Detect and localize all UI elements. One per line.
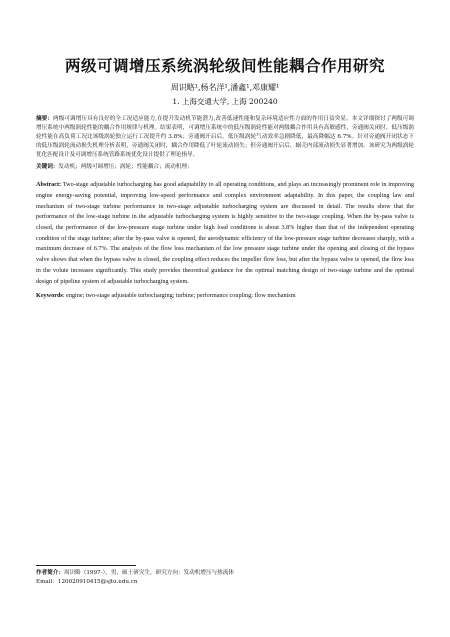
footnote-author-label: 作者简介： [36, 570, 64, 576]
chinese-keywords-text: 发动机；两级可调增压；涡轮；性能耦合；流动机理； [58, 164, 193, 171]
footnote-author-text: 周识略（1997-），男，硕士研究生，研究方向：发动机增压与热流体 [63, 570, 234, 576]
paper-title: 两级可调增压系统涡轮级间性能耦合作用研究 [64, 57, 385, 75]
english-keywords [36, 291, 414, 301]
chinese-abstract [36, 115, 414, 160]
footnote-author-line [36, 569, 414, 578]
english-keywords-text: : engine; two-stage adjustable turbocharging; turbine; performance coupling; flow mechanism [62, 292, 296, 300]
english-abstract-text: Two-stage adjustable turbocharging has good adaptability to all operating conditions, and plays an increasingly prominent role in improving engine energy-saving potential, improving low-speed performance and complex environment adaptability. In this paper, the coupling law and mechanism of two-stage turbine performance in two-stage adjustable turbocharging system are discussed in detail. The results show that the performance of the low-stage turbine in the adjustable turbocharging system is highly sensitive to the two-stage coupling. When the by-pass valve is closed, the performance of the low-pressure stage turbine under high load conditions is about 3.8% higher than that of the independent operating condition of the stage turbine; after the by-pass valve is opened, the aerodynamic efficiency of the low-pressure stage turbine decreases sharply, with a maximum decrease of 6.7%. The analysis of the flow loss mechanism of the low pressure stage turbine under the opening and closing of the bypass valve shows that when the bypass valve is closed, the coupling effect reduces the impeller flow loss, but after the bypass valve is opened, the flow loss in the volute increases significantly. This study provides theoretical guidance for the optimal matching design of two-stage turbine and the optimal design of pipeline system of adjustable turbocharging system. [36, 181, 415, 285]
english-keywords-label: Keywords [36, 292, 63, 300]
chinese-keywords [36, 163, 414, 172]
english-abstract-label: Abstract: [36, 181, 62, 189]
affiliation: 1. 上海交通大学, 上海 200240 [172, 97, 278, 106]
footnote-divider [36, 565, 136, 566]
chinese-abstract-text: 两级可调增压具有良好的全工况适应能力,在提升发动机节能潜力,改善低速性能和复杂环境适应性方面的作用日益突显。本文详细探讨了两级可调增压系统中两级涡轮性能的耦合作用规律与机理。结果表明，可调增压系统中的低压级涡轮性能对两级耦合作用具有高敏感性，旁通阀关闭时，低压级涡轮性能在高负荷工况比该级涡轮独立运行工况提升约 3.8%；旁通阀开启后，低压级涡轮气动效率急剧降低，最高降幅达 6.7%。针对旁通阀开闭状态下的低压级涡轮流动损失机理分析表明，旁通阀关闭时，耦合作用降低了叶轮流动损失；但旁通阀开启后，蜗壳内部流动损失显著增加。该研究为两级涡轮优化匹配设计及可调增压系统管路系统优化设计提供了理论指导。 [36, 116, 414, 159]
chinese-keywords-label: 关键词： [36, 164, 59, 171]
author-footnote [36, 569, 414, 587]
chinese-abstract-label: 摘要： [36, 116, 54, 122]
author-list: 周识略¹,杨名洋¹,潘鑫¹,邓康耀¹ [170, 83, 280, 92]
english-abstract [36, 180, 414, 287]
footnote-email: Email：120020910415@sjtu.edu.cn [36, 579, 138, 586]
